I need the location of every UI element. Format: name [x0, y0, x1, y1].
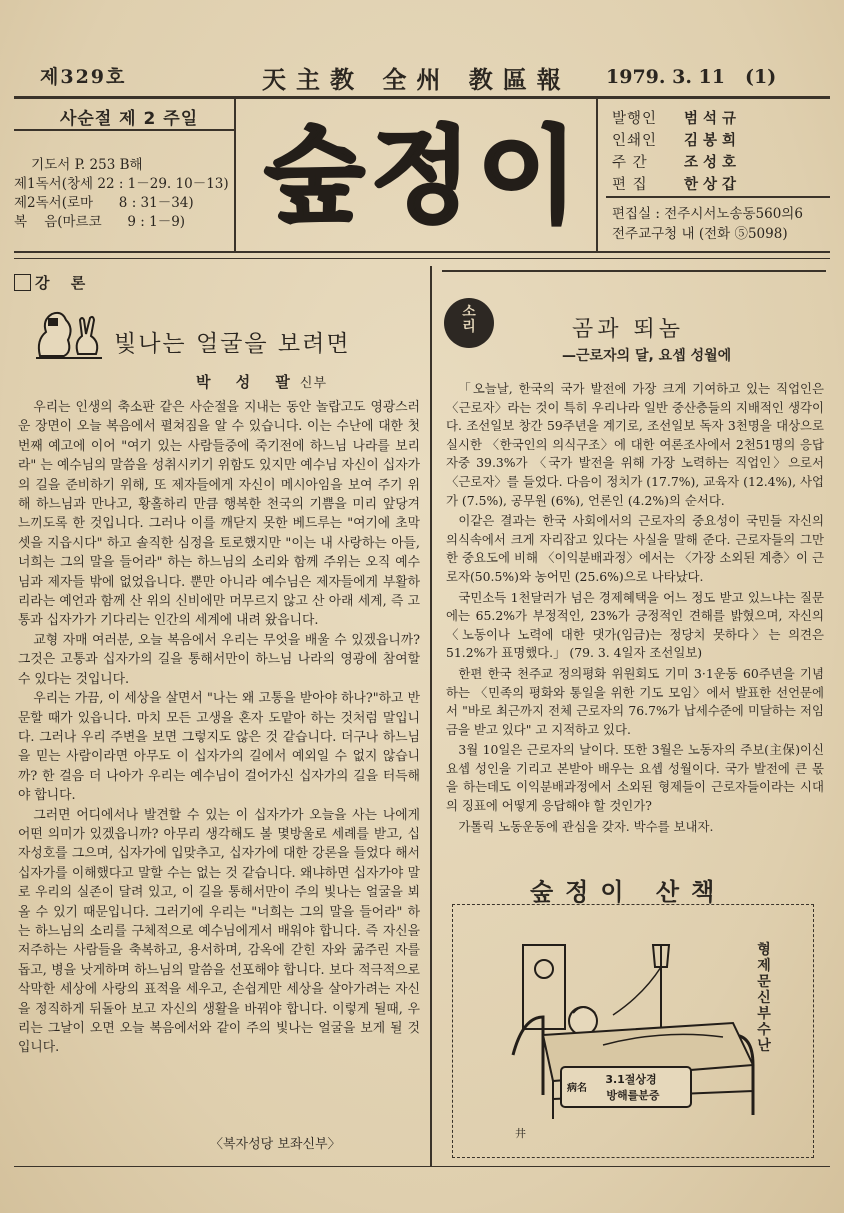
section-rule-bottom — [14, 258, 830, 259]
readings-list — [14, 156, 229, 232]
staff-row — [612, 108, 741, 130]
staff-name: 한상갑 — [684, 177, 742, 193]
staff-role: 발행인 — [612, 111, 658, 127]
author-title: 신부 — [299, 376, 328, 391]
staff-role: 인쇄인 — [612, 133, 658, 149]
staff-name: 김봉희 — [684, 133, 742, 149]
ink-bottle-rabbit-icon — [34, 306, 104, 360]
column-divider — [430, 266, 432, 1166]
sermon-paragraph: 우리는 가끔, 이 세상을 살면서 "나는 왜 고통을 받아야 하나?"하고 반문할 때가 있읍니다. 마치 모든 고생을 혼자 도맡아 하는 것처럼 말입니다. 그러나 우리 주변을 보면 그렇지도 않은 것 같습니다. 더구나 하느님을 믿는 사람이라면 아무도 이 십자가의 길에서 예외일 수 없지 않습니까? 한 걸음 더 나아가 우리는 예수님이 걸어가신 십자가의 길을 터득해야 합니다. — [18, 691, 420, 804]
readings-line: 복 음(마르코 9 : 1－9) — [14, 214, 186, 230]
column-paragraph: 가톨릭 노동운동에 관심을 갖자. 박수를 보내자. — [458, 818, 714, 834]
column-subhead: —근로자의 달, 요셉 성월에 — [562, 348, 732, 364]
office-line: 편집실 : 전주시서노송동560의6 — [612, 206, 803, 222]
staff-role: 편 집 — [612, 177, 648, 193]
sunday-rule — [14, 129, 234, 131]
cartoon-credit: 형제 문신부 수난 — [757, 942, 771, 1054]
masthead-logo — [258, 108, 590, 236]
masthead-title: 숲정이 — [264, 115, 584, 236]
sermon-paragraph: 그러면 어디에서나 발견할 수 있는 이 십자가가 오늘을 사는 나에게 어떤 의미가 있겠읍니까? 아무리 생각해도 볼 몇방울로 세례를 받고, 십자성호를 그으며, 십자가에 입맞추고, 십자가에 대한 강론을 들었다 해서 십자가를 이해했다고 말할 수는 없는 것 같습니다. 왜냐하면 십자가야 말로 우리의 실존이 달려 있고, 이 길을 통해서만이 주의 빛나는 얼굴을 뵈올 수 있기 때문입니다. 그러기에 우리는 "너희는 그의 말을 들어라" 하는 하느님의 소리를 구체적으로 예수님에게서 배워야 합니다. 즉 자신을 저주하는 사람들을 축복하고, 용서하며, 감옥에 갇힌 자와 굶주린 자를 돕고, 병을 낫게하며 하느님의 말씀을 선포해야 합니다. 보다 적극적으로 삭막한 세상에 사랑의 표적을 세우고, 손쉽게만 세상을 살아가려는 자신을 정직하게 뒤돌아 보고 자신의 생활을 바꿔야 합니다. 이렇게 될때, 우리는 그날이 오면 오늘 복음에서와 같이 주의 빛나는 얼굴을 보게 될 것입니다. — [18, 807, 420, 1056]
column-top-rule — [442, 270, 826, 272]
column-paragraph: 한편 한국 천주교 정의평화 위원회도 기미 3·1운동 60주년을 기념하는 〈민족의 평화와 통일을 위한 기도 모임〉에서 발표한 선언문에서 "바로 최근까지 전체 근로자의 76.7%가 납세수준에 미달하는 저임금을 받고 있다" 고 지적하고 있다. — [446, 665, 824, 737]
column-body — [446, 380, 824, 838]
readings-line: 제2독서(로마 8 : 31－34) — [14, 195, 194, 211]
issue-date: 1979. 3. 11 — [606, 66, 726, 88]
column-paragraph: 국민소득 1천달러가 넘은 경제혜택을 어느 정도 받고 있느냐는 질문에는 65.2%가 부정적인, 23%가 긍정적인 견해를 밝혔으며, 자신의 〈노동이나 노력에 대한 댓가(임금)는 정당치 못하다〉는 의견은 51.2%가 표명했다.」 (79. 3. 4일자 조선일보) — [446, 589, 824, 661]
readings-line: 기도서 P. 253 B해 — [14, 157, 143, 173]
staff-role: 주 간 — [612, 155, 648, 171]
sermon-body — [18, 398, 420, 1058]
sign-line: 3.1절상경 — [605, 1073, 657, 1086]
staff-name: 범석규 — [684, 111, 742, 127]
masthead-logo-art — [258, 108, 590, 236]
section-rule-top — [14, 251, 830, 253]
paper-name: 天主教 全州 教區報 — [262, 65, 571, 94]
staff-row — [612, 130, 741, 152]
section-marker-icon — [14, 274, 31, 291]
column-paragraph: 「오늘날, 한국의 국가 발전에 가장 크게 기여하고 있는 직업인은 〈근로자〉라는 것이 특히 우리나라 일반 중산층들의 지배적인 생각이다. 조선일보 창간 59주년을 계기로, 조선일보 독자 3천명을 대상으로 실시한 〈한국인의 의식구조〉에 대한 여론조사에서 2천51명의 응답자중 39.3%가 〈국가 발전을 위해 가장 노력하는 직업인〉으로서 〈근로자〉를 들었다. 다음이 정치가 (17.7%), 교육자 (12.4%), 사업가 (7.5%), 공무원 (6%), 언론인 (4.2%)의 순서다. — [446, 381, 824, 508]
masthead-divider-left — [234, 99, 236, 251]
staff-list — [612, 108, 741, 196]
staff-row — [612, 174, 741, 196]
sign-prefix: 病名 — [567, 1083, 587, 1094]
sermon-paragraph: 우리는 인생의 축소판 같은 사순절을 지내는 동안 놀랍고도 영광스러운 장면이 오늘 복음에서 펼쳐짐을 알 수 있습니다. 이는 수난에 대한 첫번째 예고에 이어 "여기 있는 사람들중에 죽기전에 하느님 나라를 보리라" 는 예수님의 말씀을 성취시키기 위함도 있지만 예수님 자신이 십자가의 길을 준비하기 위해, 또 제자들에게 자신이 메시아임을 보여 주기 위해 하느님과 만나고, 황홀하리 만큼 행복한 천국의 기쁨을 미리 앞당겨 느끼도록 한 것입니다. 그러나 이를 깨닫지 못한 베드루는 "여기에 초막 셋을 지읍시다" 하고 솔직한 심정을 토로했지만 "이는 내 사랑하는 아들, 너희는 그의 말을 들어라" 하는 하느님의 소리와 함께 주위는 오직 예수님과 제자들 밖에 없었읍니다. 뿐만 아니라 예수님은 제자들에게 부활하리라는 예언과 함께 산 위의 신비에만 머무르지 않고 산 아래 세계, 즉 고통과 십자가가 기다리는 인간의 세계에 내려 왔읍니다. — [18, 400, 420, 629]
sermon-author — [196, 371, 327, 392]
office-line: 전주교구청 내 (전화 ⑤5098) — [612, 226, 788, 242]
cartoon-title: 숲정이 산책 — [530, 878, 727, 906]
column-badge-icon — [444, 298, 494, 348]
sermon-headline: 빛나는 얼굴을 보려면 — [114, 331, 351, 357]
office-address — [612, 204, 803, 244]
issue-number: 제329호 — [40, 66, 127, 88]
sign-line: 방해를분증 — [606, 1089, 660, 1102]
column-badge-text: 소리 — [462, 304, 476, 335]
column-paragraph: 이같은 결과는 한국 사회에서의 근로자의 중요성이 국민들 자신의 의식속에서 크게 자리잡고 있다는 사실을 말해 준다. 근로자들의 그만한 중요도에 비해 〈이익분배과정〉에서는 〈가장 소외된 계층〉이 근로자(50.5%)와 농어민 (25.6%)으로 나타났다. — [446, 513, 824, 584]
sermon-paragraph: 교형 자매 여러분, 오늘 복음에서 우리는 무엇을 배울 수 있겠읍니까? 그것은 고통과 십자가의 길을 통해서만이 하느님 나라의 영광에 참여할 수 있다는 것입니다. — [18, 632, 420, 687]
readings-line: 제1독서(창세 22 : 1－29. 10－13) — [14, 176, 229, 192]
author-name: 박 성 팔 — [196, 373, 300, 391]
liturgical-sunday: 사순절 제 2 주일 — [60, 109, 199, 129]
column-headline: 곰과 뙤놈 — [572, 317, 685, 342]
staff-row — [612, 152, 741, 174]
column-paragraph: 3월 10일은 근로자의 날이다. 또한 3월은 노동자의 주보(主保)이신 요셉 성인을 기리고 본받아 배우는 요셉 성월이다. 국가 발전에 큰 몫을 하는데도 이익분배과정에서 소외된 형제들이 근로자들이라는 시대의 징표에 어떻게 응답해야 할 것인가? — [446, 742, 824, 814]
office-rule — [606, 196, 830, 198]
staff-name: 조성호 — [684, 155, 742, 171]
header-rule — [14, 96, 830, 99]
masthead-divider-right — [596, 99, 598, 251]
footer-rule — [14, 1166, 830, 1167]
cartoon-note: 井 — [515, 1127, 526, 1140]
sermon-byline-footer: 〈복자성당 보좌신부〉 — [210, 1137, 341, 1152]
section-label: 강 론 — [35, 274, 94, 292]
page-number: (1) — [745, 66, 777, 88]
